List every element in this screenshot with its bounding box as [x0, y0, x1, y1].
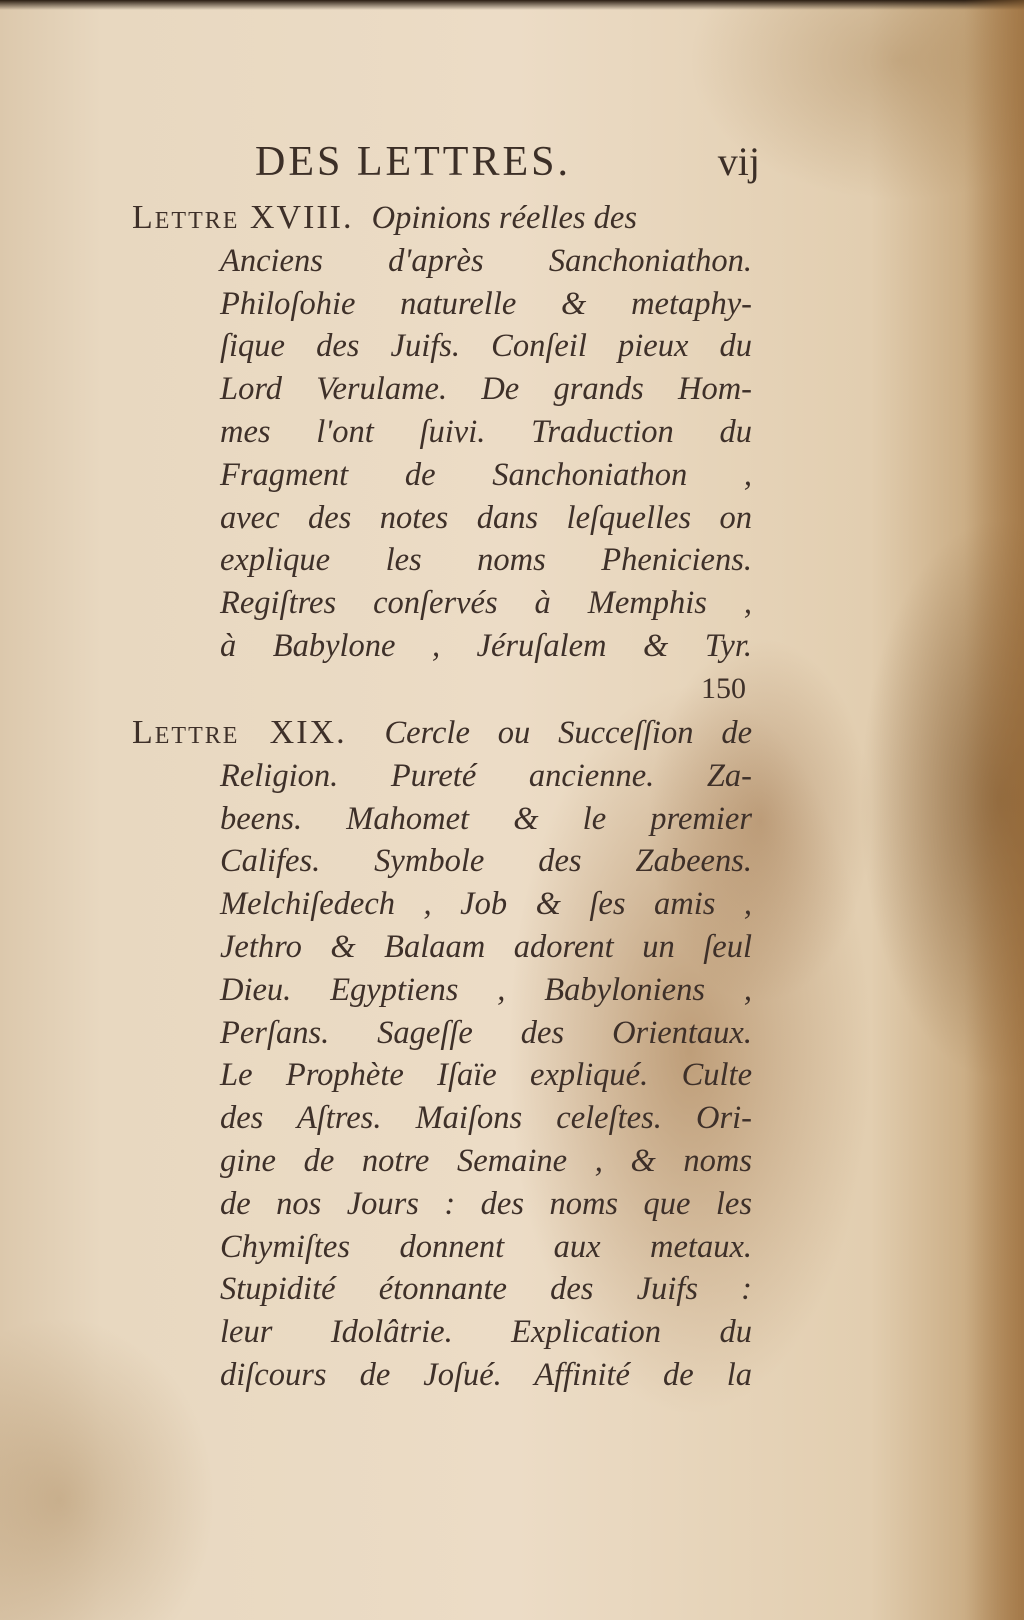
entry-line: Lord Verulame. De grands Hom- [220, 371, 752, 408]
entry-line: des Aſtres. Maiſons celeſtes. Ori- [220, 1100, 752, 1137]
toc-entry-lettre-18 [132, 197, 752, 710]
entry-first-line [132, 712, 752, 755]
entry-page-reference: 150 [701, 671, 746, 705]
page-right-edge-stain [964, 0, 1024, 1620]
entry-line: Le Prophète Iſaïe expliqué. Culte [220, 1057, 752, 1094]
entry-line: Jethro & Balaam adorent un ſeul [220, 928, 752, 965]
toc-entry-lettre-19 [132, 712, 752, 1397]
entry-line: Fragment de Sanchoniathon , [220, 456, 752, 493]
entry-line: Philoſohie naturelle & metaphy- [220, 285, 752, 322]
entry-line: Stupidité étonnante des Juifs : [220, 1271, 752, 1308]
entry-line: Opinions réelles des [371, 200, 638, 236]
entry-line: avec des notes dans leſquelles on [220, 499, 752, 536]
entry-line: Califes. Symbole des Zabeens. [220, 843, 752, 880]
entry-first-line [132, 197, 752, 240]
entry-line: de nos Jours : des noms que les [220, 1185, 752, 1222]
entry-line: Anciens d'après Sanchoniathon. [220, 242, 752, 279]
entry-line: explique les noms Pheniciens. [220, 542, 752, 579]
header-page-number: vij [717, 139, 760, 184]
entry-line: diſcours de Joſué. Affinité de la [220, 1356, 752, 1393]
entry-heading: Lettre XVIII. [132, 199, 354, 236]
header-title: DES LETTRES. [255, 139, 571, 185]
entry-line: ſique des Juifs. Conſeil pieux du [220, 328, 752, 365]
entry-heading: Lettre XIX. [132, 714, 347, 751]
entry-line: Melchiſedech , Job & ſes amis , [220, 886, 752, 923]
entry-line: gine de notre Semaine , & noms [220, 1142, 752, 1179]
entry-line: Chymiſtes donnent aux metaux. [220, 1228, 752, 1265]
entry-line: à Babylone , Jéruſalem & Tyr. [220, 627, 752, 664]
page-top-edge [0, 0, 1024, 10]
entry-line: Dieu. Egyptiens , Babyloniens , [220, 971, 752, 1008]
entry-line: Perſans. Sageſſe des Orientaux. [220, 1014, 752, 1051]
entry-line: Regiſtres conſervés à Memphis , [220, 585, 752, 622]
entry-line: mes l'ont ſuivi. Traduction du [220, 413, 752, 450]
entry-line: Cercle ou Succeſſion de [384, 715, 752, 751]
entry-line: Religion. Pureté ancienne. Za- [220, 757, 752, 794]
entry-line: leur Idolâtrie. Explication du [220, 1314, 752, 1351]
entry-line: beens. Mahomet & le premier [220, 800, 752, 837]
running-header [200, 138, 760, 198]
